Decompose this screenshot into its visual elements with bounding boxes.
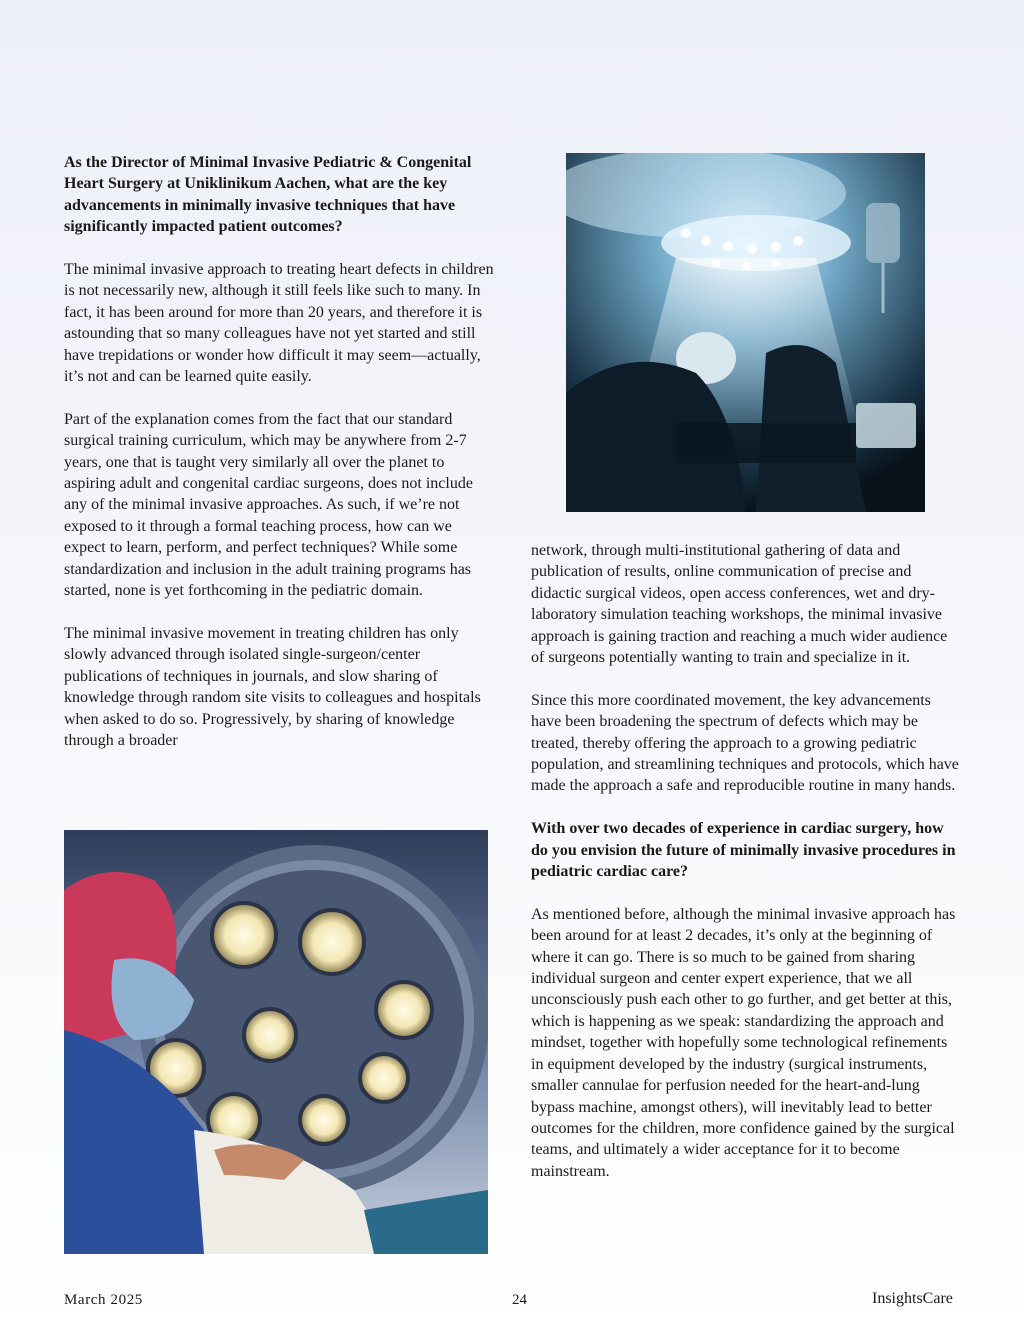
interview-question-1: As the Director of Minimal Invasive Pediatric & Congenital Heart Surgery at Uniklinikum Aachen, what are the key advancements in minimally invasive techniques that have significantly impacted patient outcomes?	[64, 154, 472, 236]
surgical-light-photo	[64, 830, 488, 1254]
operating-room-photo	[566, 153, 925, 512]
answer-paragraph: The minimal invasive movement in treating children has only slowly advanced through isolated single-surgeon/center publications of techniques in journals, and slow sharing of knowledge through random site visits to colleagues and hospitals when asked to do so. Progressively, by sharing of knowledge through a broader	[64, 624, 481, 749]
left-text-column	[64, 152, 496, 751]
answer-paragraph: The minimal invasive approach to treating heart defects in children is not necessarily new, although it still feels like such to many. In fact, it has been around for more than 20 years, and therefore it is astounding that so many colleagues have not yet started and still have trepidations or wonder how difficult it may seem—actually, it’s not and can be learned quite easily.	[64, 261, 494, 386]
answer-paragraph: As mentioned before, although the minimal invasive approach has been around for at least 2 decades, it’s only at the beginning of where it can go. There is so much to be gained from sharing individual surgeon and center expert experience, that we all unconsciously push each other to go further, and get better at this, which is happening as we speak: standardizing the approach and mindset, together with hopefully some technological refinements in equipment developed by the industry (surgical instruments, smaller cannulae for perfusion needed for the heart-and-lung bypass machine, amongst others), will inevitably lead to better outcomes for the children, more confidence gained by the surgical teams, and ultimately a wider acceptance for it to become mainstream.	[531, 905, 956, 1180]
answer-paragraph: Since this more coordinated movement, the key advancements have been broadening the spectrum of defects which may be treated, thereby offering the approach to a growing pediatric population, and streamlining techniques and protocols, which have made the approach a safe and reproducible routine in many hands.	[531, 691, 959, 795]
answer-paragraph: network, through multi-institutional gathering of data and publication of results, online communication of precise and didactic surgical videos, open access conferences, wet and dry-laboratory simulation teaching workshops, the minimal invasive approach is gaining traction and reaching a much wider audience of surgeons potentially wanting to train and specialize in it.	[531, 542, 948, 667]
interview-question-2: With over two decades of experience in cardiac surgery, how do you envision the future of minimally invasive procedures in pediatric cardiac care?	[531, 820, 956, 881]
page-number: 24	[512, 1292, 527, 1308]
right-text-column	[531, 540, 961, 1182]
footer-brand: InsightsCare	[872, 1290, 953, 1307]
answer-paragraph: Part of the explanation comes from the fact that our standard surgical training curriculum, which may be anywhere from 2-7 years, one that is taught very similarly all over the planet to aspiring adult and congenital cardiac surgeons, does not include any of the minimal invasive approaches. As such, if we’re not exposed to it through a formal teaching process, how can we expect to learn, perform, and perfect techniques? While some standardization and inclusion in the adult training programs has started, none is yet forthcoming in the pediatric domain.	[64, 410, 473, 600]
footer-date: March 2025	[64, 1292, 143, 1308]
